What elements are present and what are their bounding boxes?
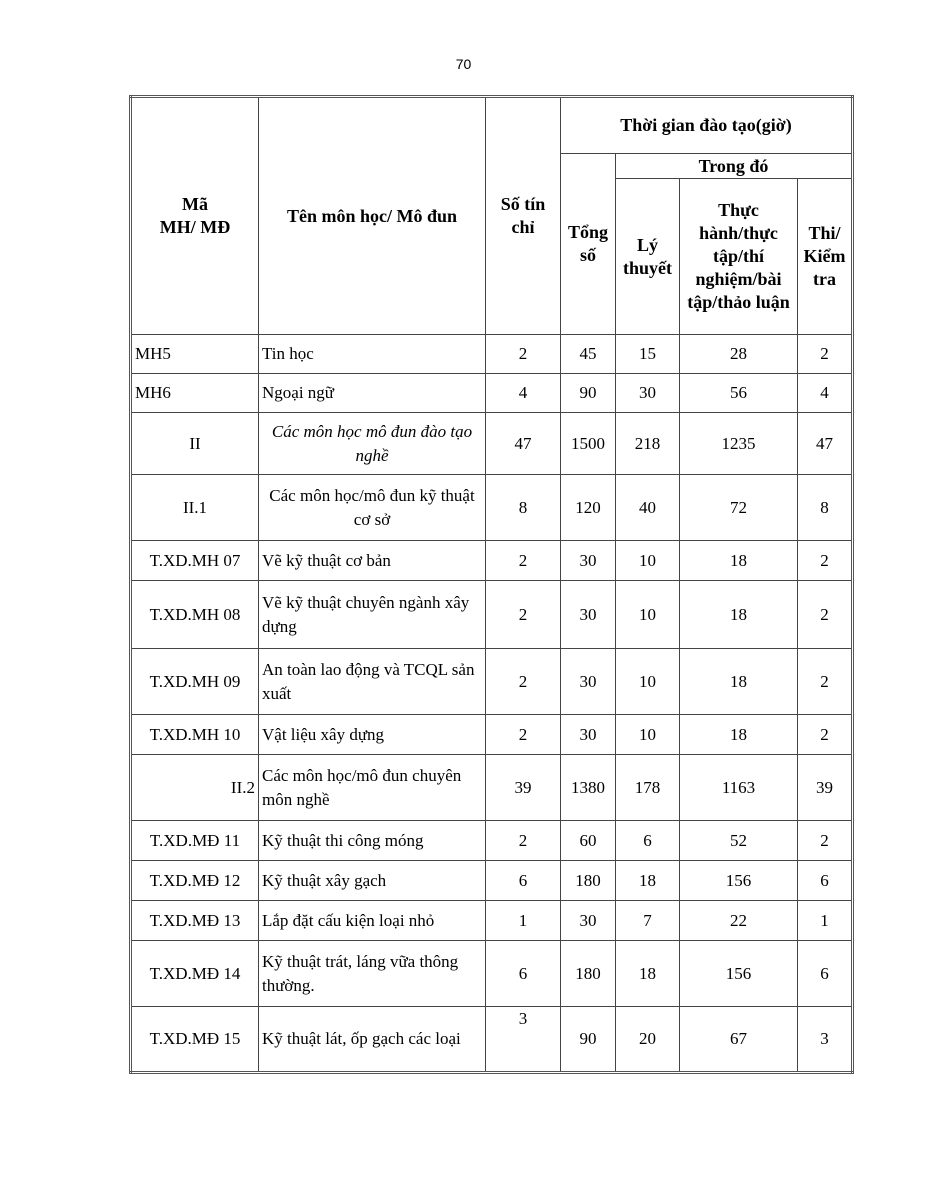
cell-practice: 28 xyxy=(680,335,798,374)
cell-total: 1500 xyxy=(561,413,616,475)
cell-exam: 2 xyxy=(798,649,853,715)
cell-code: MH6 xyxy=(131,374,259,413)
cell-code: II.2 xyxy=(131,755,259,821)
table-row xyxy=(131,1007,853,1073)
cell-code: T.XD.MH 07 xyxy=(131,541,259,581)
cell-total: 30 xyxy=(561,541,616,581)
cell-theory: 20 xyxy=(616,1007,680,1073)
cell-theory: 7 xyxy=(616,901,680,941)
cell-exam: 2 xyxy=(798,715,853,755)
table-row xyxy=(131,413,853,475)
cell-total: 1380 xyxy=(561,755,616,821)
cell-credits: 2 xyxy=(486,649,561,715)
cell-exam: 8 xyxy=(798,475,853,541)
cell-theory: 40 xyxy=(616,475,680,541)
cell-code: T.XD.MĐ 13 xyxy=(131,901,259,941)
cell-practice: 156 xyxy=(680,941,798,1007)
cell-code: II xyxy=(131,413,259,475)
cell-name: Vẽ kỹ thuật cơ bản xyxy=(259,541,486,581)
cell-theory: 18 xyxy=(616,861,680,901)
cell-credits: 2 xyxy=(486,581,561,649)
cell-code: II.1 xyxy=(131,475,259,541)
cell-theory: 10 xyxy=(616,649,680,715)
cell-theory: 10 xyxy=(616,581,680,649)
table-row xyxy=(131,374,853,413)
cell-total: 30 xyxy=(561,715,616,755)
cell-theory: 10 xyxy=(616,715,680,755)
cell-exam: 47 xyxy=(798,413,853,475)
cell-name: Kỹ thuật lát, ốp gạch các loại xyxy=(259,1007,486,1073)
cell-exam: 2 xyxy=(798,541,853,581)
header-credits: Số tín chỉ xyxy=(486,97,561,335)
cell-name: Vật liệu xây dựng xyxy=(259,715,486,755)
table-row xyxy=(131,541,853,581)
cell-code: T.XD.MĐ 15 xyxy=(131,1007,259,1073)
cell-practice: 52 xyxy=(680,821,798,861)
cell-name: Các môn học/mô đun chuyên môn nghề xyxy=(259,755,486,821)
cell-practice: 156 xyxy=(680,861,798,901)
cell-name: Các môn học mô đun đào tạo nghề xyxy=(259,413,486,475)
cell-practice: 18 xyxy=(680,581,798,649)
cell-exam: 3 xyxy=(798,1007,853,1073)
cell-exam: 4 xyxy=(798,374,853,413)
cell-practice: 56 xyxy=(680,374,798,413)
cell-credits: 2 xyxy=(486,541,561,581)
page-number: 70 xyxy=(455,56,472,72)
cell-name: Lắp đặt cấu kiện loại nhỏ xyxy=(259,901,486,941)
cell-theory: 30 xyxy=(616,374,680,413)
cell-code: T.XD.MĐ 14 xyxy=(131,941,259,1007)
header-code: Mã MH/ MĐ xyxy=(131,97,259,335)
table-row xyxy=(131,715,853,755)
cell-credits: 6 xyxy=(486,861,561,901)
cell-practice: 18 xyxy=(680,715,798,755)
table-row xyxy=(131,475,853,541)
cell-total: 45 xyxy=(561,335,616,374)
cell-practice: 1235 xyxy=(680,413,798,475)
cell-practice: 18 xyxy=(680,649,798,715)
curriculum-table xyxy=(129,95,854,1074)
header-of-which: Trong đó xyxy=(616,154,853,179)
cell-credits: 8 xyxy=(486,475,561,541)
cell-total: 30 xyxy=(561,581,616,649)
table-row xyxy=(131,755,853,821)
cell-credits: 1 xyxy=(486,901,561,941)
cell-code: T.XD.MH 09 xyxy=(131,649,259,715)
cell-name: Kỹ thuật trát, láng vữa thông thường. xyxy=(259,941,486,1007)
cell-code: T.XD.MĐ 12 xyxy=(131,861,259,901)
header-time-group: Thời gian đào tạo(giờ) xyxy=(561,97,853,154)
cell-code: T.XD.MH 08 xyxy=(131,581,259,649)
cell-exam: 39 xyxy=(798,755,853,821)
cell-credits: 39 xyxy=(486,755,561,821)
cell-theory: 18 xyxy=(616,941,680,1007)
cell-credits: 6 xyxy=(486,941,561,1007)
cell-credits: 47 xyxy=(486,413,561,475)
cell-total: 90 xyxy=(561,1007,616,1073)
header-total: Tổng số xyxy=(561,154,616,335)
cell-code: MH5 xyxy=(131,335,259,374)
table-row xyxy=(131,861,853,901)
table-row xyxy=(131,941,853,1007)
cell-name: An toàn lao động và TCQL sản xuất xyxy=(259,649,486,715)
header-name: Tên môn học/ Mô đun xyxy=(259,97,486,335)
header-practice: Thực hành/thực tập/thí nghiệm/bài tập/thảo luận xyxy=(680,179,798,335)
cell-total: 90 xyxy=(561,374,616,413)
cell-total: 180 xyxy=(561,941,616,1007)
cell-code: T.XD.MĐ 11 xyxy=(131,821,259,861)
cell-theory: 218 xyxy=(616,413,680,475)
cell-total: 120 xyxy=(561,475,616,541)
cell-credits: 3 xyxy=(486,1007,561,1073)
cell-name: Tin học xyxy=(259,335,486,374)
cell-theory: 6 xyxy=(616,821,680,861)
cell-credits: 4 xyxy=(486,374,561,413)
cell-theory: 178 xyxy=(616,755,680,821)
cell-exam: 1 xyxy=(798,901,853,941)
header-exam: Thi/ Kiểm tra xyxy=(798,179,853,335)
cell-exam: 2 xyxy=(798,335,853,374)
cell-practice: 1163 xyxy=(680,755,798,821)
cell-name: Kỹ thuật xây gạch xyxy=(259,861,486,901)
cell-practice: 72 xyxy=(680,475,798,541)
cell-practice: 67 xyxy=(680,1007,798,1073)
cell-name: Vẽ kỹ thuật chuyên ngành xây dựng xyxy=(259,581,486,649)
table-row xyxy=(131,649,853,715)
cell-name: Các môn học/mô đun kỹ thuật cơ sở xyxy=(259,475,486,541)
cell-exam: 6 xyxy=(798,861,853,901)
table-row xyxy=(131,335,853,374)
cell-code: T.XD.MH 10 xyxy=(131,715,259,755)
cell-total: 180 xyxy=(561,861,616,901)
cell-credits: 2 xyxy=(486,335,561,374)
cell-name: Ngoại ngữ xyxy=(259,374,486,413)
cell-credits: 2 xyxy=(486,715,561,755)
cell-total: 60 xyxy=(561,821,616,861)
header-theory: Lý thuyết xyxy=(616,179,680,335)
cell-exam: 2 xyxy=(798,581,853,649)
cell-practice: 18 xyxy=(680,541,798,581)
cell-exam: 6 xyxy=(798,941,853,1007)
table-row xyxy=(131,581,853,649)
cell-total: 30 xyxy=(561,649,616,715)
cell-theory: 15 xyxy=(616,335,680,374)
cell-theory: 10 xyxy=(616,541,680,581)
cell-practice: 22 xyxy=(680,901,798,941)
cell-credits: 2 xyxy=(486,821,561,861)
cell-name: Kỹ thuật thi công móng xyxy=(259,821,486,861)
cell-total: 30 xyxy=(561,901,616,941)
table-row xyxy=(131,821,853,861)
table-row xyxy=(131,901,853,941)
cell-exam: 2 xyxy=(798,821,853,861)
